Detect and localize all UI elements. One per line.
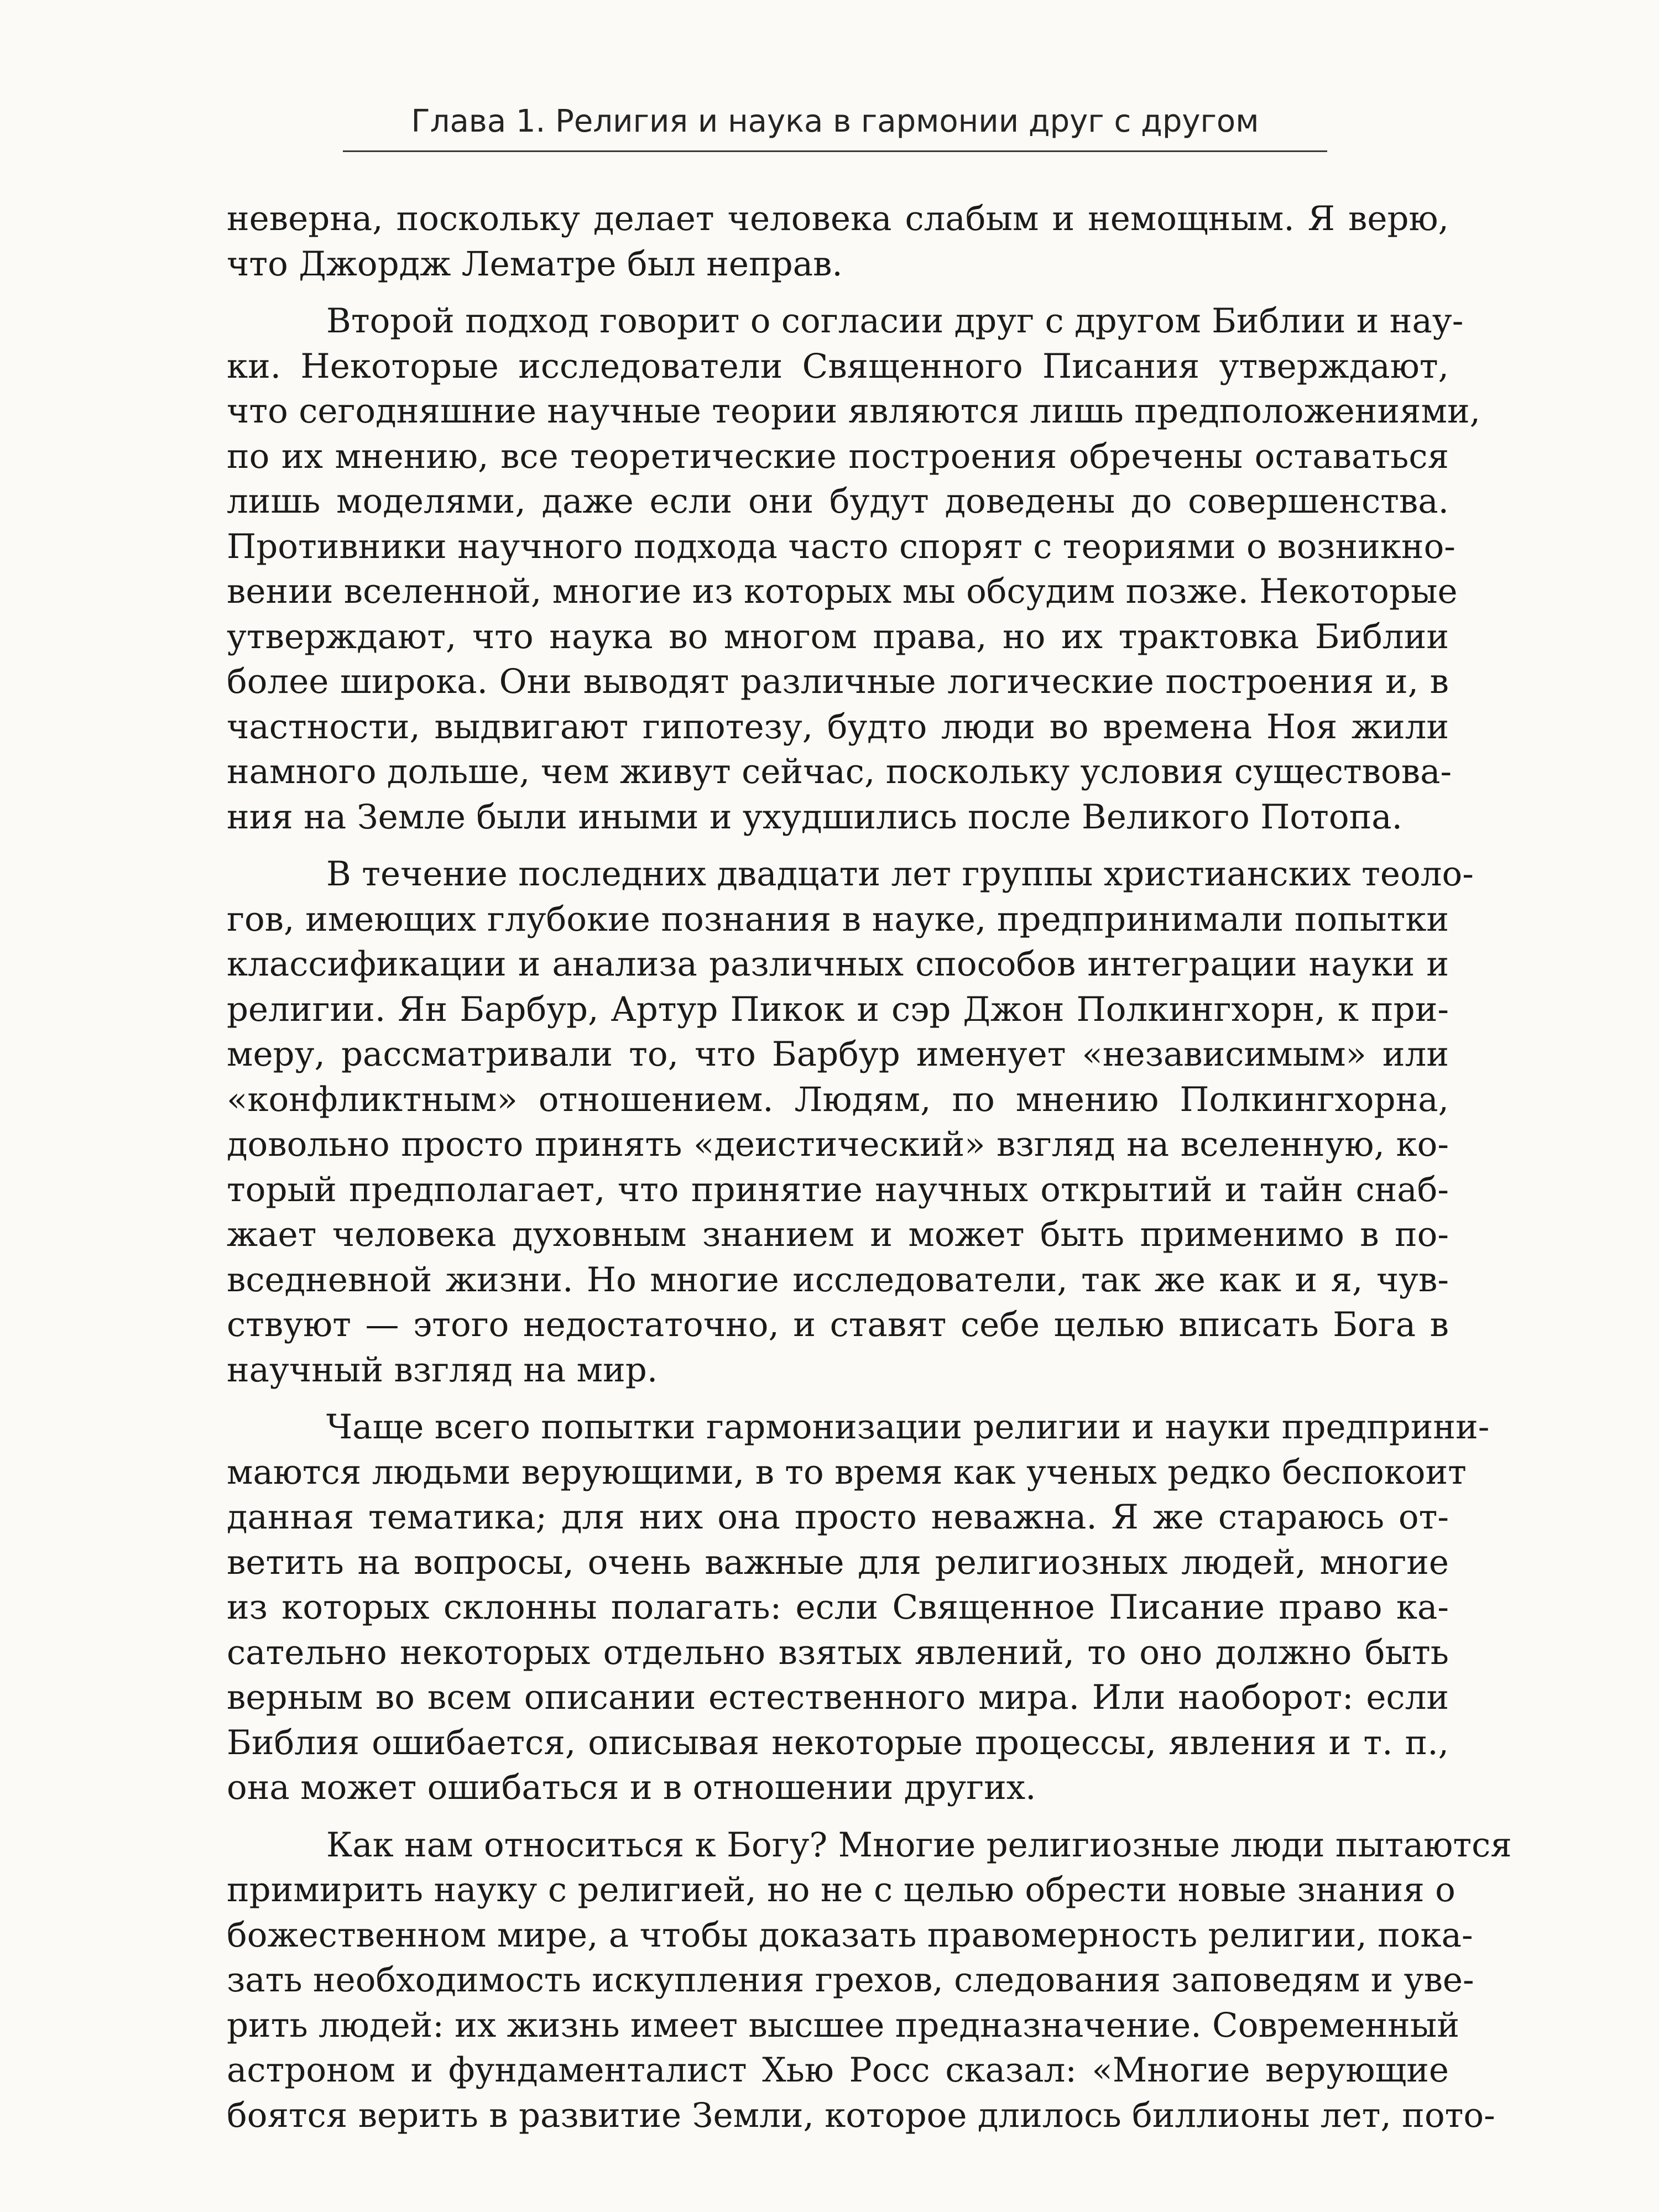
text-line: Второй подход говорит о согласии друг с другом Библии и нау- (326, 301, 1464, 341)
paragraph (227, 1823, 1512, 2138)
text-line: рить людей: их жизнь имеет высшее предназначение. Современный (227, 2005, 1459, 2045)
text-line: маются людьми верующими, в то время как ученых редко беспокоит (227, 1452, 1467, 1492)
text-line: ки. Некоторые исследователи Священного Писания утверждают, (227, 346, 1449, 386)
body-text (227, 196, 1512, 2150)
text-line: что Джордж Лематре был неправ. (227, 244, 843, 284)
text-line: утверждают, что наука во многом права, но их трактовка Библии (227, 617, 1449, 656)
paragraph (227, 1405, 1490, 1811)
text-line: ветить на вопросы, очень важные для религиозных людей, многие (227, 1542, 1449, 1582)
text-line: верным во всем описании естественного мира. Или наоборот: если (227, 1678, 1449, 1717)
text-line: божественном мире, а чтобы доказать правомерность религии, пока- (227, 1915, 1473, 1955)
text-line: она может ошибаться и в отношении других. (227, 1768, 1036, 1807)
text-line: меру, рассматривали то, что Барбур именует «независимым» или (227, 1035, 1449, 1074)
text-line: по их мнению, все теоретические построения обречены оставаться (227, 436, 1449, 476)
text-line: ствуют — этого недостаточно, и ставят себе целью вписать Бога в (227, 1305, 1449, 1344)
text-line: Чаще всего попытки гармонизации религии и науки предприни- (326, 1407, 1490, 1447)
text-line: лишь моделями, даже если они будут доведены до совершенства. (227, 482, 1449, 521)
text-line: религии. Ян Барбур, Артур Пикок и сэр Джон Полкингхорн, к при- (227, 989, 1449, 1029)
text-line: Противники научного подхода часто спорят с теориями о возникно- (227, 526, 1455, 566)
running-head (343, 100, 1327, 160)
text-line: вении вселенной, многие из которых мы обсудим позже. Некоторые (227, 572, 1458, 611)
text-line: Библия ошибается, описывая некоторые процессы, явления и т. п., (227, 1723, 1449, 1762)
text-line: из которых склонны полагать: если Священное Писание право ка- (227, 1588, 1449, 1627)
text-line: зать необходимость искупления грехов, следования заповедям и уве- (227, 1960, 1474, 2000)
header-rule (343, 150, 1327, 152)
text-line: гов, имеющих глубокие познания в науке, предпринимали попытки (227, 899, 1449, 939)
paragraph (227, 299, 1481, 839)
text-line: жает человека духовным знанием и может быть применимо в по- (227, 1215, 1449, 1254)
text-line: научный взгляд на мир. (227, 1350, 658, 1390)
text-line: боятся верить в развитие Земли, которое длилось биллионы лет, пото- (227, 2095, 1495, 2135)
text-line: классификации и анализа различных способов интеграции науки и (227, 945, 1449, 984)
text-line: «конфликтным» отношением. Людям, по мнению Полкингхорна, (227, 1079, 1449, 1119)
text-line: что сегодняшние научные теории являются лишь предположениями, (227, 392, 1481, 431)
text-line: ния на Земле были иными и ухудшились после Великого Потопа. (227, 797, 1403, 837)
text-line: данная тематика; для них она просто неважна. Я же стараюсь от- (227, 1498, 1449, 1537)
text-line: неверна, поскольку делает человека слабым и немощным. Я верю, (227, 199, 1449, 238)
text-line: намного дольше, чем живут сейчас, поскольку условия существова- (227, 752, 1452, 791)
paragraph (227, 196, 1449, 286)
chapter-title: Глава 1. Религия и наука в гармонии друг с другом (411, 103, 1259, 139)
paragraph (227, 852, 1474, 1392)
text-line: довольно просто принять «деистический» взгляд на вселенную, ко- (227, 1125, 1449, 1164)
text-line: сательно некоторых отдельно взятых явлений, то оно должно быть (227, 1632, 1449, 1672)
text-line: более широка. Они выводят различные логические построения и, в (227, 662, 1449, 701)
text-line: Как нам относиться к Богу? Многие религиозные люди пытаются (326, 1825, 1512, 1865)
text-line: вседневной жизни. Но многие исследователи, так же как и я, чув- (227, 1260, 1449, 1300)
text-line: частности, выдвигают гипотезу, будто люди во времена Ноя жили (227, 707, 1449, 747)
text-line: торый предполагает, что принятие научных открытий и тайн снаб- (227, 1170, 1449, 1209)
text-line: астроном и фундаменталист Хью Росс сказал: «Многие верующие (227, 2051, 1449, 2090)
text-line: В течение последних двадцати лет группы христианских теоло- (326, 854, 1474, 894)
text-line: примирить науку с религией, но не с целью обрести новые знания о (227, 1870, 1455, 1910)
